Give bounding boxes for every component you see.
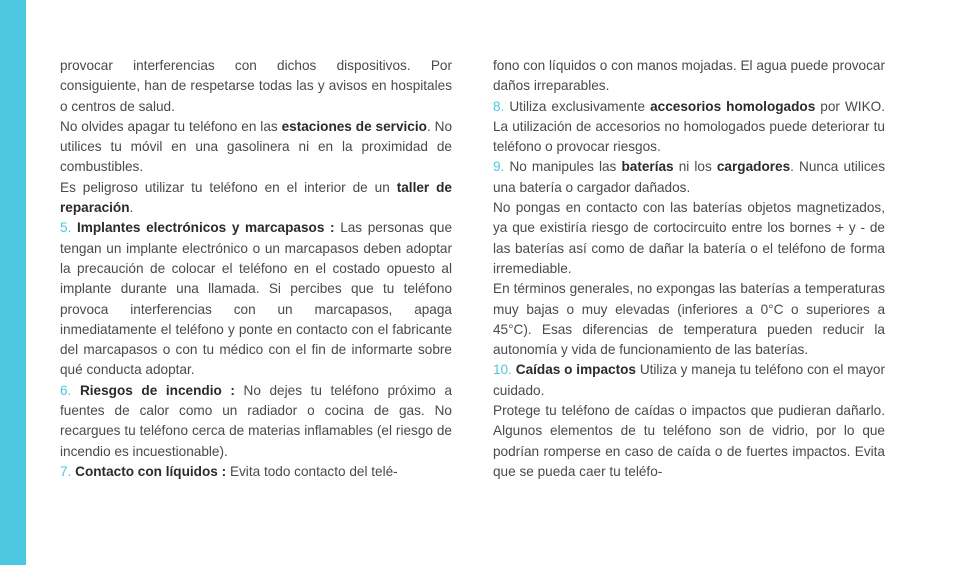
section-number: 9.: [493, 159, 505, 175]
section-7: [60, 462, 452, 482]
section-number: 5.: [60, 220, 72, 236]
section-title: Contacto con líquidos :: [75, 463, 227, 479]
section-title: Riesgos de incendio :: [79, 382, 235, 398]
bold-term: estaciones de servicio: [281, 118, 427, 134]
section-5: [60, 218, 452, 380]
section-number: 8.: [493, 98, 505, 114]
right-column: [493, 56, 885, 482]
section-number: 7.: [60, 463, 72, 479]
section-number: 6.: [60, 382, 72, 398]
paragraph-text: No olvides apagar tu teléfono en las: [60, 118, 282, 134]
bold-term: accesorios homologados: [650, 98, 816, 114]
section-9: [493, 157, 885, 198]
section-title: Implantes electrónicos y marcapasos :: [77, 220, 335, 236]
bold-term: cargadores: [716, 159, 791, 175]
section-text: Las personas que tengan un implante electrónico o un marcapasos deben adoptar la precaución de colocar el teléfono en el costado opuesto al implante durante una llamada. Si percibes que tu teléfono provoca interferencias con un marcapasos, apaga inmediatamente el teléfono y ponte en contacto con el fabricante del marcapasos o con tu médico con el fin de informarte sobre qué conducta adoptar.: [60, 220, 452, 378]
section-8: [493, 97, 885, 158]
paragraph-temperaturas: [493, 279, 885, 360]
paragraph-text: fono con líquidos o con manos mojadas. El agua puede provocar daños irreparables.: [493, 58, 885, 94]
section-text: No manipules las: [504, 159, 622, 175]
section-6: [60, 381, 452, 462]
section-text: . Nunca utilices una batería o cargador dañados.: [493, 159, 885, 195]
section-text: No dejes tu teléfono próximo a fuentes de calor como un radiador o cocina de gas. No recargues tu teléfono cerca de materias inflamables (el riesgo de incendio es incuestionable).: [60, 382, 453, 459]
section-10: [493, 360, 885, 401]
paragraph-text: No pongas en contacto con las baterías objetos magnetizados, ya que existiría riesgo de cortocircuito entre los bornes + y - de las baterías así como de dañar la batería o el teléfono de forma irremediable.: [493, 200, 885, 276]
paragraph-text: En términos generales, no expongas las baterías a temperaturas muy bajas o muy elevadas (inferiores a 0°C o superiores a 45°C). Esas diferencias de temperatura pueden reducir la autonomía y vida de funcionamiento de las baterías.: [493, 281, 885, 358]
section-number: 10.: [493, 362, 512, 378]
paragraph-text: Protege tu teléfono de caídas o impactos que pudieran dañarlo. Algunos elementos de tu teléfono son de vidrio, por lo que podrían romperse en caso de caída o de fuertes impactos. Evita que se pueda caer tu teléfo-: [493, 403, 885, 479]
paragraph-estaciones: [60, 117, 452, 178]
paragraph-text: . No utilices tu móvil en una gasolinera ni en la proximidad de combustibles.: [60, 118, 452, 175]
bold-term: taller de reparación: [60, 179, 452, 216]
paragraph-text: Es peligroso utilizar tu teléfono en el interior de un: [60, 179, 397, 195]
section-text: Evita todo contacto del telé-: [226, 463, 398, 479]
paragraph-taller: [60, 178, 452, 219]
section-text: por WIKO. La utilización de accesorios no homologados puede deteriorar tu teléfono o provocar riesgos.: [493, 98, 885, 155]
paragraph-liquidos-cont: [493, 56, 885, 97]
paragraph-magnetizados: [493, 198, 885, 279]
section-title: Caídas o impactos: [515, 362, 636, 378]
paragraph-text: provocar interferencias con dichos dispositivos. Por consiguiente, han de respetarse todas las y avisos en hospitales o centros de salud.: [60, 58, 452, 114]
section-text: ni los: [673, 159, 717, 175]
paragraph-caidas: [493, 401, 885, 482]
section-text: Utiliza exclusivamente: [504, 98, 651, 114]
paragraph-text: .: [129, 200, 134, 216]
left-column: [60, 56, 452, 482]
section-text: Utiliza y maneja tu teléfono con el mayor cuidado.: [493, 362, 885, 398]
accent-side-bar: [0, 0, 26, 565]
bold-term: baterías: [621, 159, 674, 175]
paragraph-interferencias: [60, 56, 452, 117]
